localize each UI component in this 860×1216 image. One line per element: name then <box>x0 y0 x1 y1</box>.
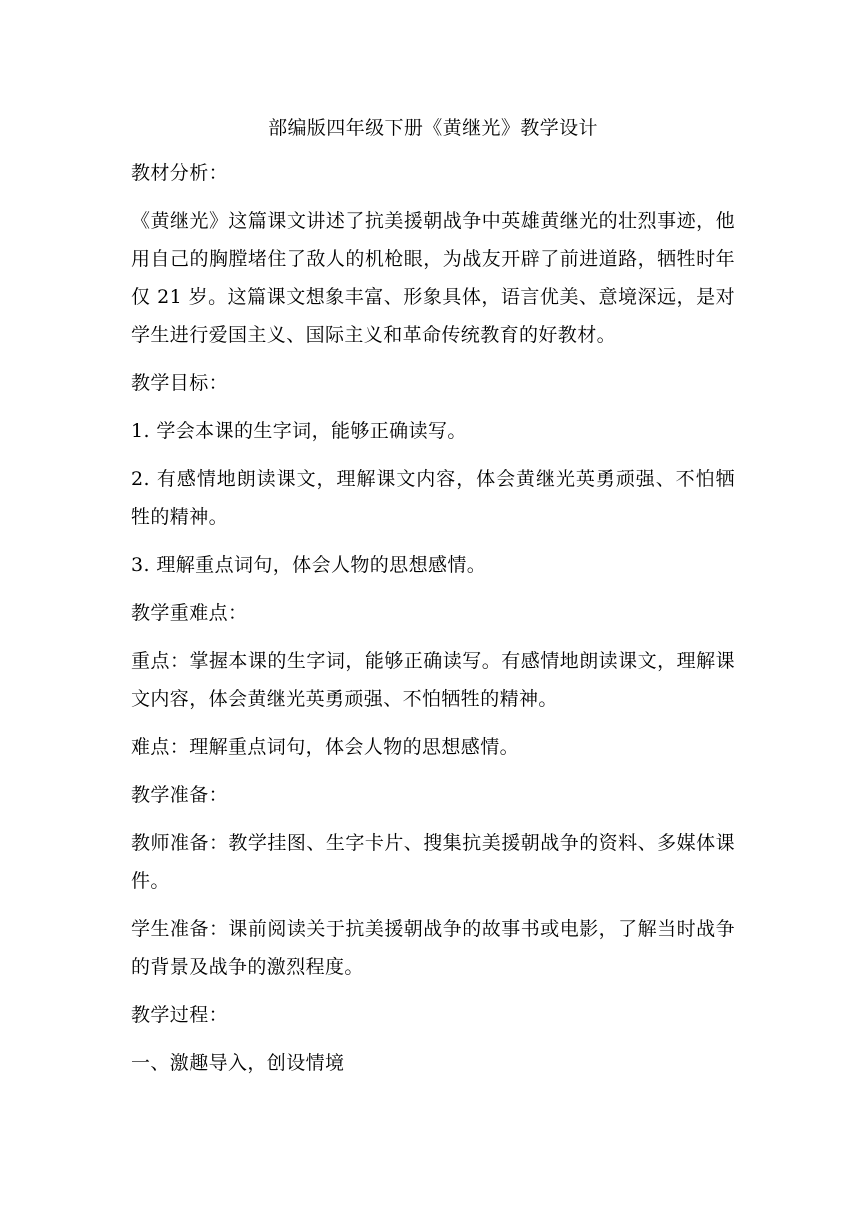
goal-item-1: 1. 学会本课的生字词，能够正确读写。 <box>131 420 467 442</box>
analysis-heading: 教材分析： <box>131 162 229 184</box>
key-point-paragraph: 重点：掌握本课的生字词，能够正确读写。有感情地朗读课文，理解课文内容，体会黄继光英勇顽强、不怕牺牲的精神。 <box>131 650 735 710</box>
goal-item-3: 3. 理解重点词句，体会人物的思想感情。 <box>131 554 487 576</box>
teacher-prep-paragraph: 教师准备：教学挂图、生字卡片、搜集抗美援朝战争的资料、多媒体课件。 <box>131 832 735 892</box>
analysis-paragraph: 《黄继光》这篇课文讲述了抗美援朝战争中英雄黄继光的壮烈事迹，他用自己的胸膛堵住了敌人的机枪眼，为战友开辟了前进道路，牺牲时年仅 21 岁。这篇课文想象丰富、形象具体，语言优美、意境深远，是对学生进行爱国主义、国际主义和革命传统教育的好教材。 <box>131 210 735 346</box>
prep-heading: 教学准备： <box>131 784 229 806</box>
process-heading: 教学过程： <box>131 1004 229 1026</box>
student-prep-paragraph: 学生准备：课前阅读关于抗美援朝战争的故事书或电影，了解当时战争的背景及战争的激烈程度。 <box>131 918 735 978</box>
goals-heading: 教学目标： <box>131 372 229 394</box>
difficulty-paragraph: 难点：理解重点词句，体会人物的思想感情。 <box>131 736 520 758</box>
key-points-heading: 教学重难点： <box>131 602 248 624</box>
document-title: 部编版四年级下册《黄继光》教学设计 <box>268 117 598 139</box>
document-body <box>131 110 735 1082</box>
step-one-heading: 一、激趣导入，创设情境 <box>131 1052 345 1074</box>
goal-item-2: 2. 有感情地朗读课文，理解课文内容，体会黄继光英勇顽强、不怕牺牲的精神。 <box>131 468 735 528</box>
